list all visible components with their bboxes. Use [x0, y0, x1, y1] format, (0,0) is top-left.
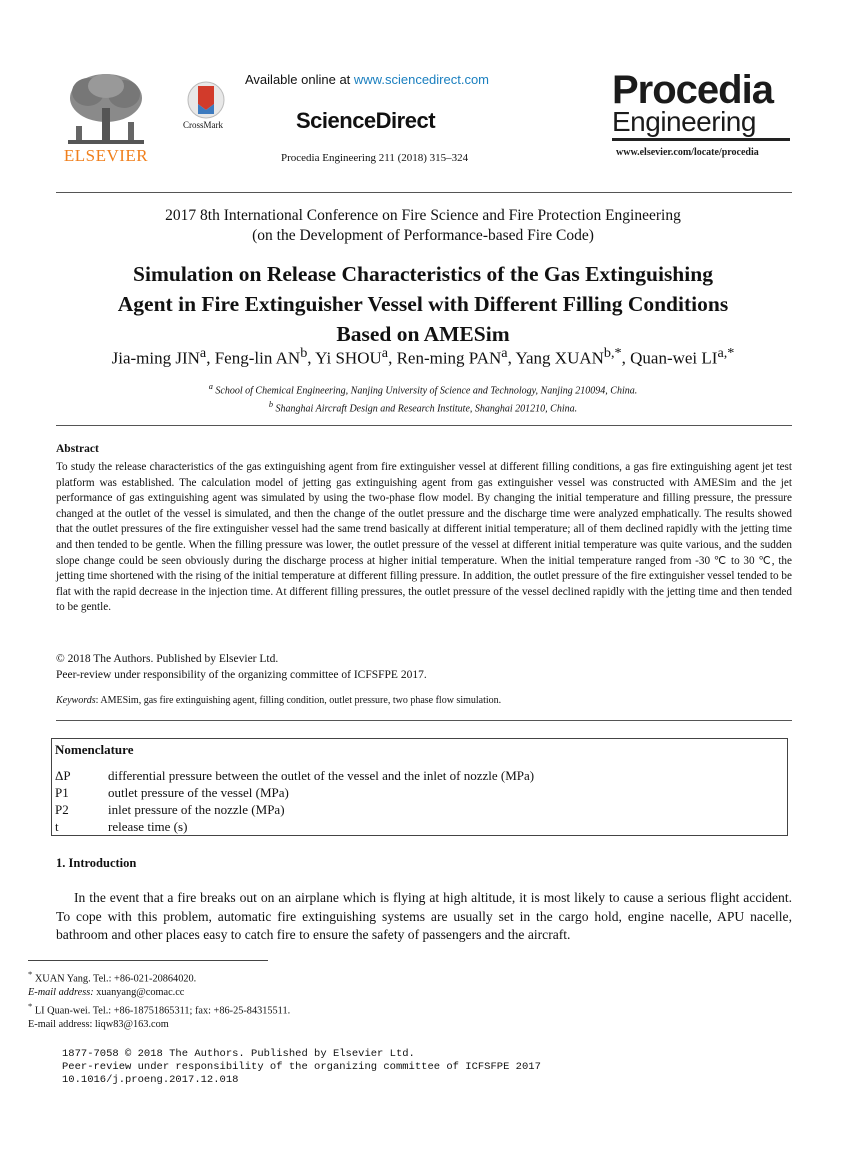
title-line3: Based on AMESim [336, 322, 510, 346]
footnote-mark: * [28, 1001, 33, 1012]
author-sup: b [300, 345, 308, 361]
email-label: E-mail address: [28, 987, 94, 999]
nom-definition: release time (s) [108, 819, 188, 834]
engineering-word: Engineering [612, 106, 756, 137]
author-sup: a [501, 345, 508, 361]
footnote-1 [28, 968, 290, 986]
copyright-line2: Peer-review under responsibility of the organizing committee of ICFSFPE 2017. [56, 668, 427, 681]
affiliation-text: Shanghai Aircraft Design and Research Institute, Shanghai 201210, China. [273, 403, 578, 415]
procedia-url[interactable]: www.elsevier.com/locate/procedia [616, 147, 759, 158]
keywords-label: Keywords [56, 695, 96, 706]
copyright-line1: © 2018 The Authors. Published by Elsevier Ltd. [56, 653, 279, 665]
imprint-peer-review: Peer-review under responsibility of the organizing committee of ICFSFPE 2017 [62, 1061, 541, 1073]
imprint-doi[interactable]: 10.1016/j.proeng.2017.12.018 [62, 1074, 239, 1086]
copyright-block [56, 652, 792, 683]
footnote-mark: * [28, 969, 33, 979]
author: Ren-ming PAN [396, 348, 502, 368]
nomenclature-row [55, 768, 534, 784]
title-line1: Simulation on Release Characteristics of the Gas Extinguishing [133, 262, 713, 286]
available-prefix: Available online at [245, 72, 354, 87]
nom-definition: inlet pressure of the nozzle (MPa) [108, 802, 285, 817]
email-value[interactable]: xuanyang@comac.cc [93, 987, 185, 999]
author: Yang XUAN [515, 348, 604, 368]
abstract-bottom-rule [56, 720, 792, 721]
nom-symbol: t [55, 819, 59, 834]
paper-title [40, 259, 806, 349]
footnotes [28, 968, 290, 1032]
affiliation-b [40, 398, 806, 416]
abstract-heading: Abstract [56, 443, 99, 455]
footnote-1-email [28, 986, 290, 1000]
author: Yi SHOU [315, 348, 382, 368]
conference-name [40, 206, 806, 246]
conference-line2: (on the Development of Performance-based Fire Code) [252, 227, 594, 244]
imprint-issn: 1877-7058 © 2018 The Authors. Published by Elsevier Ltd. [62, 1048, 415, 1060]
affiliation-sup: a [208, 382, 213, 391]
procedia-word: Procedia [612, 68, 773, 112]
procedia-rule [612, 138, 790, 141]
introduction-body: In the event that a fire breaks out on an airplane which is flying at high altitude, it is most likely to cause a serious flight accident. To cope with this problem, automatic fire extinguishing systems are usually set in the cargo hold, engine nacelle, APU nacelle, bathroom and other places easy to catch fire to ensure the safety of passengers and the aircraft. [56, 890, 792, 942]
footnote-2 [28, 1000, 290, 1018]
nom-symbol: ΔP [55, 768, 71, 783]
abstract-body: To study the release characteristics of the gas extinguishing agent from fire extinguisher vessel at different filling conditions, a gas fire extinguishing agent jet test platform was established. The calculation model of jetting gas extinguishing agent from gas extinguisher vessel was constructed with AMESim and the jet performance of gas extinguishing agent was simulated by using the two-phase flow model. By changing the initial temperature and filling pressure, the pressure changed at the outlet of the vessel is simulated, and then the change of the outlet pressure and the discharge time were analyzed emphatically. The results showed that the outlet pressures of the fire extinguisher vessel had the same trend basically at different initial temperature; all of them declined rapidly with the jetting time and then tended to be gentle. When the filling pressure was lower, the outlet pressure of the vessel at different initial temperature was quite various, and the sudden slope change could be seen obviously during the discharge process at higher initial temperature. When the initial temperature ranged from -30 ℃ to 30 ℃, the jetting time shortened with the rising of the initial temperature at different filling pressure. In addition, the outlet pressure of the fire extinguisher vessel tended to be flat with the rapid decrease in the injection time. At different filling pressures, the outlet pressure of the vessel declined rapidly with the jetting time and then tended to be gentle. [56, 461, 792, 614]
crossmark-label: CrossMark [183, 120, 223, 130]
crossmark-icon[interactable] [176, 80, 236, 140]
nom-definition: differential pressure between the outlet of the vessel and the inlet of nozzle (MPa) [108, 768, 535, 783]
introduction-heading: 1. Introduction [56, 856, 137, 870]
title-line2: Agent in Fire Extinguisher Vessel with Different Filling Conditions [117, 292, 729, 316]
nomenclature-row [55, 802, 285, 818]
affiliations [40, 380, 806, 417]
footnote-text: XUAN Yang. Tel.: +86-021-20864020. [32, 973, 197, 985]
journal-citation: Procedia Engineering 211 (2018) 315–324 [281, 152, 469, 164]
footnote-rule [28, 960, 268, 961]
author: Feng-lin AN [214, 348, 301, 368]
author-sup: a [381, 345, 389, 361]
keywords-text: : AMESim, gas fire extinguishing agent, filling condition, outlet pressure, two phase flow simulation. [95, 695, 502, 706]
author-sup: a [199, 345, 207, 361]
nomenclature-heading: Nomenclature [55, 742, 134, 757]
nom-symbol: P1 [55, 785, 69, 800]
conference-line1: 2017 8th International Conference on Fire Science and Fire Protection Engineering [165, 207, 681, 224]
affiliation-text: School of Chemical Engineering, Nanjing University of Science and Technology, Nanjing 210094, China. [212, 385, 638, 397]
author-sup: a,* [717, 345, 735, 361]
nomenclature-row [55, 785, 289, 801]
footnote-2-email[interactable]: E-mail address: liqw83@163.com [28, 1019, 169, 1031]
nom-symbol: P2 [55, 802, 69, 817]
available-online-line [245, 72, 545, 87]
procedia-engineering-logo [612, 70, 790, 158]
abstract-top-rule [56, 425, 792, 426]
affiliation-a [40, 380, 806, 398]
sciencedirect-link[interactable]: www.sciencedirect.com [353, 72, 490, 87]
sciencedirect-brand: ScienceDirect [296, 108, 436, 133]
keywords-line [56, 695, 792, 706]
header-divider [56, 192, 792, 193]
nom-definition: outlet pressure of the vessel (MPa) [108, 785, 289, 800]
elsevier-wordmark: ELSEVIER [63, 146, 149, 165]
footnote-text: LI Quan-wei. Tel.: +86-18751865311; fax: +86-25-84315511. [32, 1005, 291, 1017]
affiliation-sup: b [268, 400, 274, 410]
author: Quan-wei LI [630, 348, 718, 368]
nomenclature-row [55, 819, 187, 835]
author-sup: b,* [603, 345, 622, 361]
imprint-block [62, 1048, 541, 1087]
author: Jia-ming JIN [111, 348, 200, 368]
author-list: Jia-ming JIN$^a$, Feng-lin $AN^b$, Yi SHOU$^a$, Ren-ming PAN$^a$, Yang $XUAN^{b,*}$, Quan-wei $LI^{a,*}$ [111, 345, 735, 368]
